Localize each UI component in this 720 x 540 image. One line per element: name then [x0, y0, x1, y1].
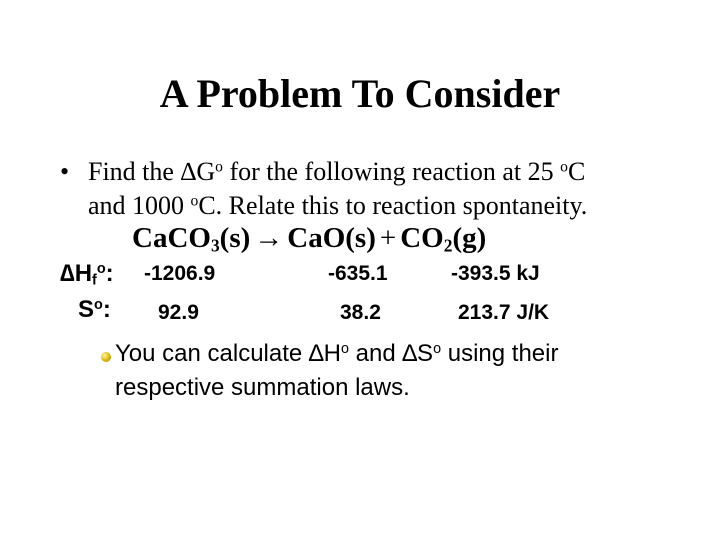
reaction-equation: CaCO$_3$(s) → $CaO(s) + CO_2(g)$: [132, 222, 487, 256]
bullet-text-line2: and 1000 $^o$C. Relate this to reaction spontaneity.: [88, 191, 588, 220]
enthalpy-label: $\Delta H_f^o$:: [60, 260, 114, 289]
sub-bullet-dot-icon: [101, 352, 111, 362]
enthalpy-caco3: -1206.9: [144, 262, 216, 285]
entropy-label: $S^o$:: [78, 296, 111, 323]
slide-title: A Problem To Consider: [159, 71, 561, 116]
enthalpy-co2: -393.5 kJ: [451, 262, 540, 285]
entropy-caco3: 92.9: [158, 301, 199, 324]
entropy-co2: 213.7 J/K: [458, 301, 550, 324]
entropy-cao: 38.2: [340, 301, 381, 324]
enthalpy-cao: -635.1: [328, 262, 388, 285]
sub-bullet-line2: respective summation laws.: [115, 374, 410, 401]
sub-bullet-line1: You can calculate $\Delta H^o$ and $\Delta S^o$ using their: [115, 340, 559, 367]
bullet-text-line1: Find the $\Delta G^o$ for the following reaction at 25 $^o$C: [88, 157, 586, 186]
reaction-arrow-icon: →: [254, 222, 284, 254]
bullet-marker: •: [60, 157, 70, 186]
